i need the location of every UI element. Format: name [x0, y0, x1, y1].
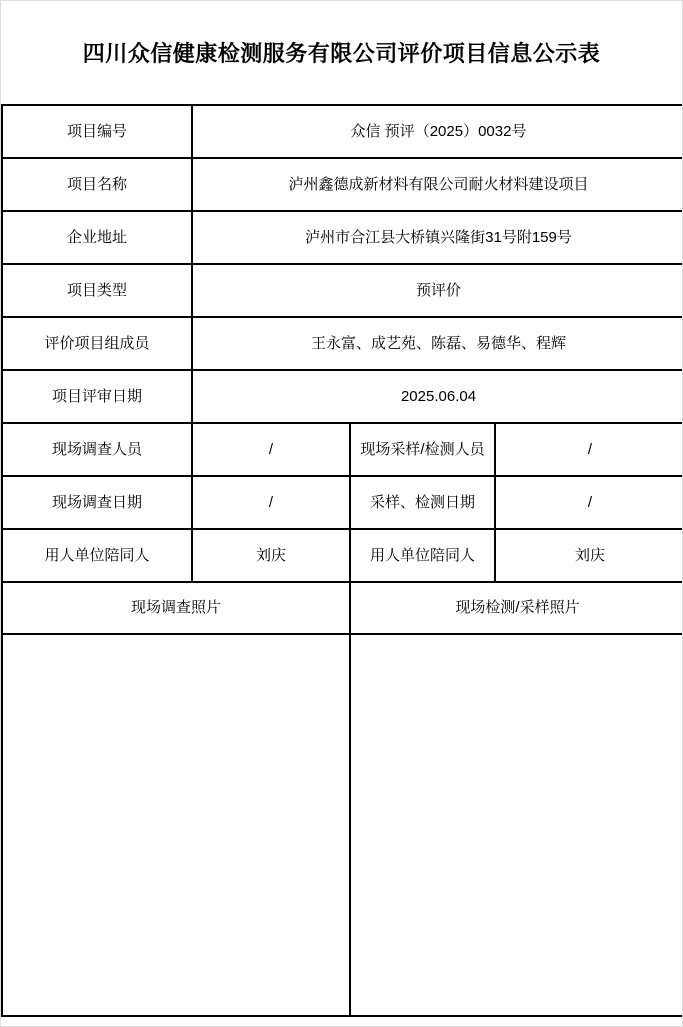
photo-cell-left — [2, 634, 350, 1016]
row-value: / — [495, 423, 683, 476]
row-value: / — [192, 423, 350, 476]
row-value: 刘庆 — [495, 529, 683, 582]
row-label: 用人单位陪同人 — [350, 529, 495, 582]
row-label: 现场调查人员 — [2, 423, 192, 476]
row-label: 项目名称 — [2, 158, 192, 211]
table-row-review-date — [2, 370, 683, 423]
row-value: 预评价 — [192, 264, 683, 317]
page-title: 四川众信健康检测服务有限公司评价项目信息公示表 — [82, 41, 601, 66]
table-row-company-address — [2, 211, 683, 264]
table-row-employer-escort — [2, 529, 683, 582]
table-row-photo-content — [2, 634, 683, 1016]
row-label: 现场采样/检测人员 — [350, 423, 495, 476]
table-row-team-members — [2, 317, 683, 370]
title-area — [1, 1, 682, 104]
row-value: 刘庆 — [192, 529, 350, 582]
row-label: 评价项目组成员 — [2, 317, 192, 370]
table-row-project-name — [2, 158, 683, 211]
row-label: 项目评审日期 — [2, 370, 192, 423]
project-info-table — [1, 104, 683, 1017]
photo-header-left: 现场调查照片 — [2, 582, 350, 634]
table-row-site-personnel — [2, 423, 683, 476]
table-row-photo-headers — [2, 582, 683, 634]
row-value: 2025.06.04 — [192, 370, 683, 423]
row-value: 泸州鑫德成新材料有限公司耐火材料建设项目 — [192, 158, 683, 211]
table-row-project-number — [2, 105, 683, 158]
row-label: 项目编号 — [2, 105, 192, 158]
photo-cell-right — [350, 634, 683, 1016]
row-label: 项目类型 — [2, 264, 192, 317]
row-value: 众信 预评（2025）0032号 — [192, 105, 683, 158]
row-label: 采样、检测日期 — [350, 476, 495, 529]
row-value: 泸州市合江县大桥镇兴隆街31号附159号 — [192, 211, 683, 264]
row-label: 用人单位陪同人 — [2, 529, 192, 582]
table-row-site-dates — [2, 476, 683, 529]
row-value: 王永富、成艺苑、陈磊、易德华、程辉 — [192, 317, 683, 370]
row-label: 现场调查日期 — [2, 476, 192, 529]
row-value: / — [192, 476, 350, 529]
photo-header-right: 现场检测/采样照片 — [350, 582, 683, 634]
row-label: 企业地址 — [2, 211, 192, 264]
row-value: / — [495, 476, 683, 529]
table-row-project-type — [2, 264, 683, 317]
